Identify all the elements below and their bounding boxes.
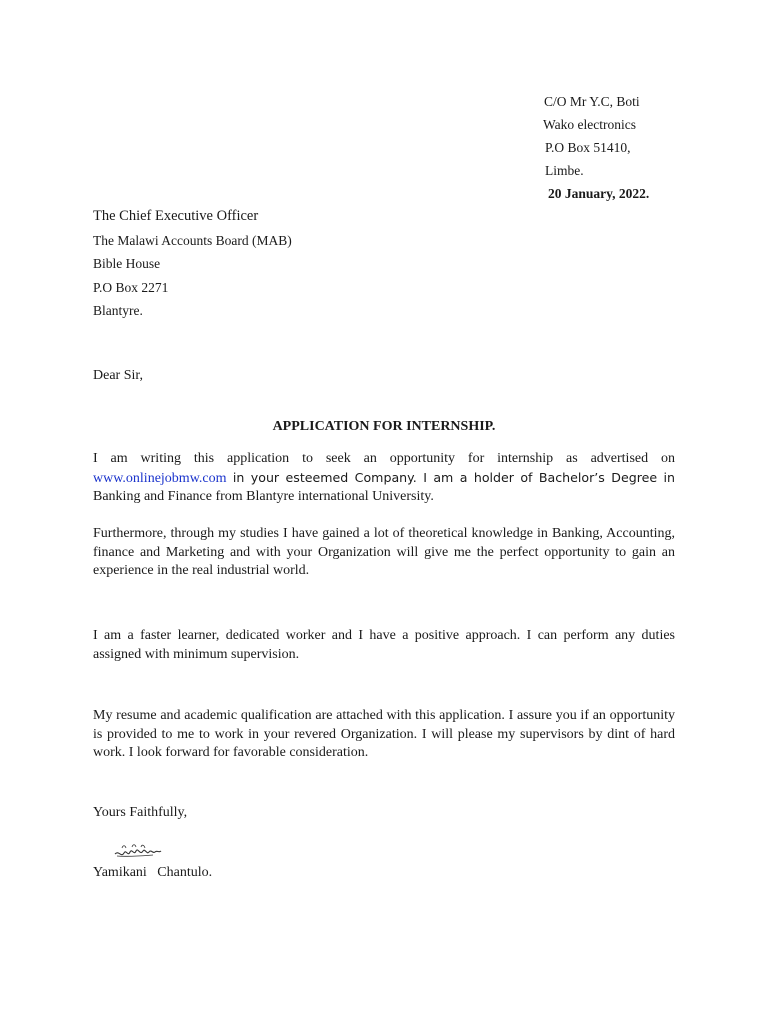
sender-line: Limbe. [545,163,584,178]
sender-address-block [540,90,649,205]
sender-line: Wako electronics [543,117,636,132]
paragraph-intro [93,450,675,507]
signer-name: Yamikani Chantulo. [93,865,213,880]
complimentary-close: Yours Faithfully, [93,805,188,820]
paragraph-text: I am writing this application to seek an opportunity for internship as advertised on [93,451,675,466]
letter-date: 20 January, 2022. [548,186,650,201]
salutation: Dear Sir, [93,368,143,383]
recipient-line: Bible House [93,256,161,271]
paragraph-studies: Furthermore, through my studies I have gained a lot of theoretical knowledge in Banking, Accounting, finance and Marketing and with your Organization will give me the perfect opportunity to gain an experience in the real industrial world. [93,526,675,578]
recipient-line: The Malawi Accounts Board (MAB) [93,232,292,248]
recipient-line: Blantyre. [93,303,143,318]
recipient-line: P.O Box 2271 [93,279,169,295]
sender-line: C/O Mr Y.C, Boti [544,94,640,109]
subject-heading: APPLICATION FOR INTERNSHIP. [272,419,496,434]
website-link[interactable]: www.onlinejobmw.com [93,470,227,486]
paragraph-qualities: I am a faster learner, dedicated worker and I have a positive approach. I can perform any duties assigned with minimum supervision. [93,628,675,662]
paragraph-text: in your esteemed Company. I am a holder of Bachelor’s Degree in [226,469,675,485]
signature-image [113,840,163,862]
recipient-address-block [93,205,292,323]
paragraph-closing: My resume and academic qualification are attached with this application. I assure you if an opportunity is provided to me to work in your revered Organization. I will please my supervisors by dint of hard work. I look forward for favorable consideration. [93,708,675,760]
paragraph-text: Banking and Finance from Blantyre international University. [93,489,434,504]
recipient-line: The Chief Executive Officer [93,208,259,224]
sender-line: P.O Box 51410, [545,140,631,155]
